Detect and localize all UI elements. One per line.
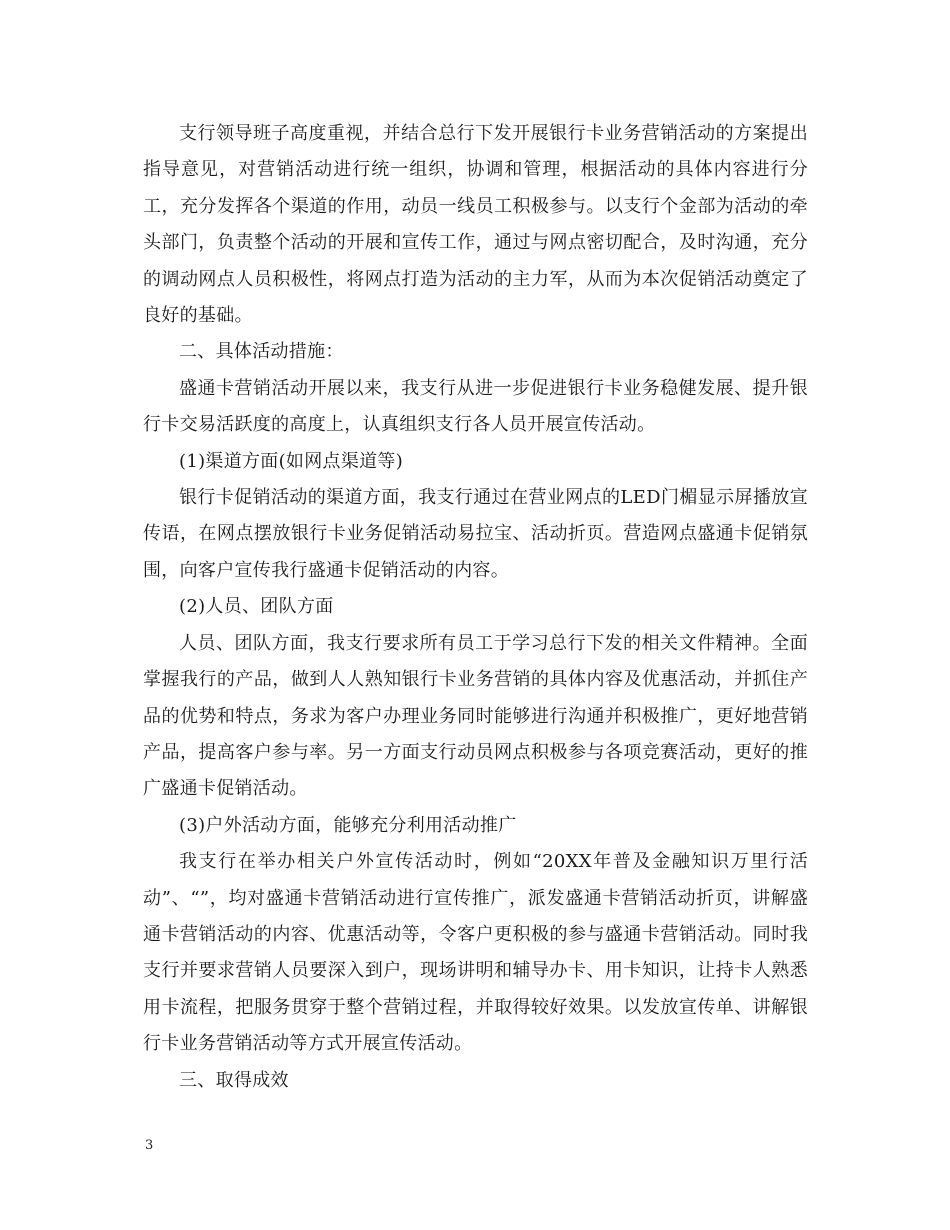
paragraph-channels: 银行卡促销活动的渠道方面，我支行通过在营业网点的LED门楣显示屏播放宣传语，在网点摆放银行卡业务促销活动易拉宝、活动折页。营造网点盛通卡促销氛围，向客户宣传我行盛通卡促销活动的内容。 — [143, 487, 808, 581]
heading-specific-measures: 二、具体活动措施： — [179, 341, 344, 363]
subheading-staff-teams: (2)人员、团队方面 — [179, 596, 334, 618]
paragraph-outdoor: 我支行在举办相关户外宣传活动时，例如“20XX年普及金融知识万里行活动”、“”，均对盛通卡营销活动进行宣传推广，派发盛通卡营销活动折页，讲解盛通卡营销活动的内容、优惠活动等，令客户更积极的参与盛通卡营销活动。同时我支行并要求营销人员要深入到户，现场讲明和辅导办卡、用卡知识，让持卡人熟悉用卡流程，把服务贯穿于整个营销过程，并取得较好效果。以发放宣传单、讲解银行卡业务营销活动等方式开展宣传活动。 — [143, 851, 808, 1055]
paragraph-leadership: 支行领导班子高度重视，并结合总行下发开展银行卡业务营销活动的方案提出指导意见，对营销活动进行统一组织，协调和管理，根据活动的具体内容进行分工，充分发挥各个渠道的作用，动员一线员工积极参与。以支行个金部为活动的牵头部门，负责整个活动的开展和宣传工作，通过与网点密切配合，及时沟通，充分的调动网点人员积极性，将网点打造为活动的主力军，从而为本次促销活动奠定了良好的基础。 — [143, 123, 808, 327]
subheading-outdoor: (3)户外活动方面，能够充分利用活动推广 — [179, 814, 517, 836]
document-body — [143, 116, 808, 1099]
subheading-channels: (1)渠道方面(如网点渠道等) — [179, 450, 404, 472]
paragraph-staff-teams: 人员、团队方面，我支行要求所有员工于学习总行下发的相关文件精神。全面掌握我行的产品，做到人人熟知银行卡业务营销的具体内容及优惠活动，并抓住产品的优势和特点，务求为客户办理业务同时能够进行沟通并积极推广，更好地营销产品，提高客户参与率。另一方面支行动员网点积极参与各项竞赛活动，更好的推广盛通卡促销活动。 — [143, 632, 808, 800]
heading-results: 三、取得成效 — [179, 1069, 289, 1091]
page-number: 3 — [145, 1138, 154, 1153]
paragraph-campaign-intro: 盛通卡营销活动开展以来，我支行从进一步促进银行卡业务稳健发展、提升银行卡交易活跃度的高度上，认真组织支行各人员开展宣传活动。 — [143, 377, 808, 436]
